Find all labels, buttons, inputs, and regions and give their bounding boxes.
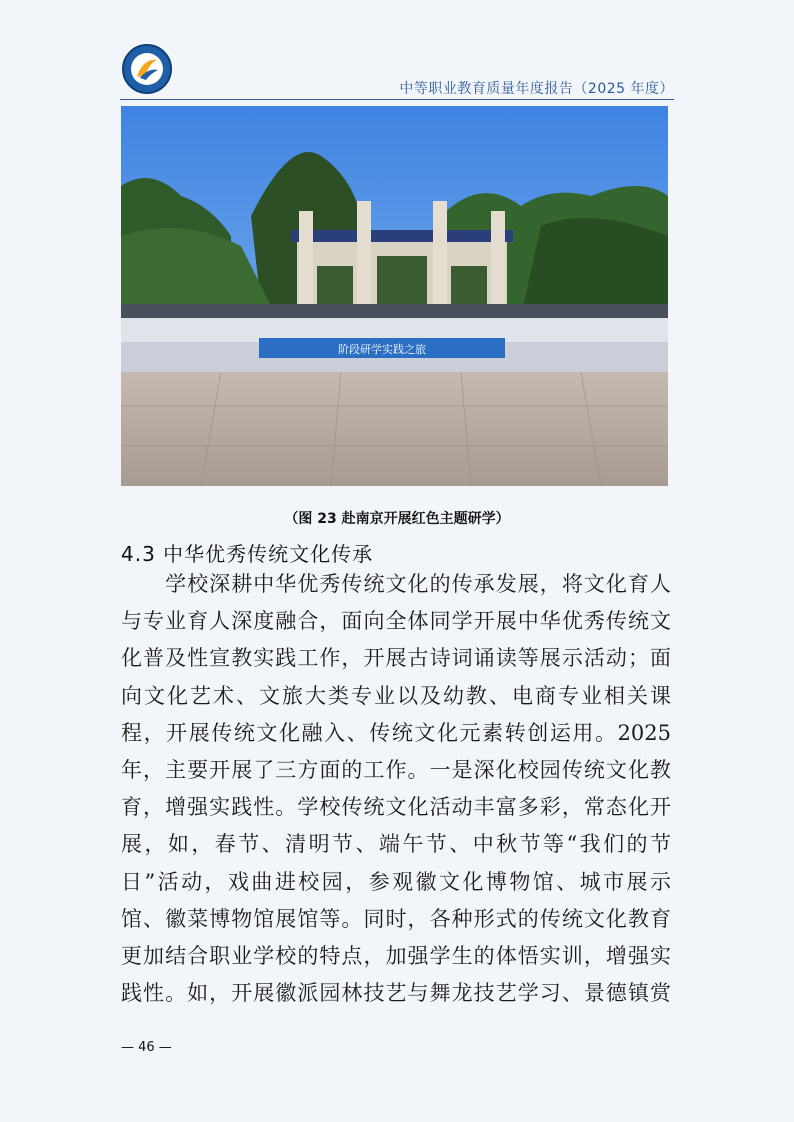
text-line: 践性。如，开展徽派园林技艺与舞龙技艺学习、景德镇赏 — [121, 981, 671, 1006]
text-line: 学校深耕中华优秀传统文化的传承发展，将文化育人 — [121, 572, 671, 596]
section-heading: 4.3 中华优秀传统文化传承 — [121, 542, 374, 566]
text-line: 与专业育人深度融合，面向全体同学开展中华优秀传统文 — [121, 609, 671, 634]
text-line: 向文化艺术、文旅大类专业以及幼教、电商专业相关课 — [121, 683, 671, 708]
study-trip-photo — [121, 106, 668, 486]
text-line: 年，主要开展了三方面的工作。一是深化校园传统文化教 — [121, 757, 671, 782]
header-divider — [120, 99, 674, 100]
text-line: 更加结合职业学校的特点，加强学生的体悟实训，增强实 — [121, 943, 671, 968]
school-logo-icon — [122, 44, 172, 94]
report-title: 中等职业教育质量年度报告（2025 年度） — [399, 81, 674, 97]
text-line: 程，开展传统文化融入、传统文化元素转创运用。2025 — [121, 720, 671, 745]
banner-text: 阶段研学实践之旅 — [338, 343, 426, 356]
text-line: 展，如，春节、清明节、端午节、中秋节等“我们的节 — [121, 832, 671, 857]
text-line: 日”活动，戏曲进校园，参观徽文化博物馆、城市展示 — [121, 869, 671, 894]
text-line: 育，增强实践性。学校传统文化活动丰富多彩，常态化开 — [121, 795, 671, 820]
figure-caption: （图 23 赴南京开展红色主题研学） — [284, 511, 510, 527]
text-line: 馆、徽菜博物馆展馆等。同时，各种形式的传统文化教育 — [121, 906, 671, 931]
text-line: 化普及性宣教实践工作，开展古诗词诵读等展示活动；面 — [121, 646, 671, 671]
page-number: — 46 — — [121, 1040, 172, 1055]
body-paragraph — [121, 566, 671, 1012]
